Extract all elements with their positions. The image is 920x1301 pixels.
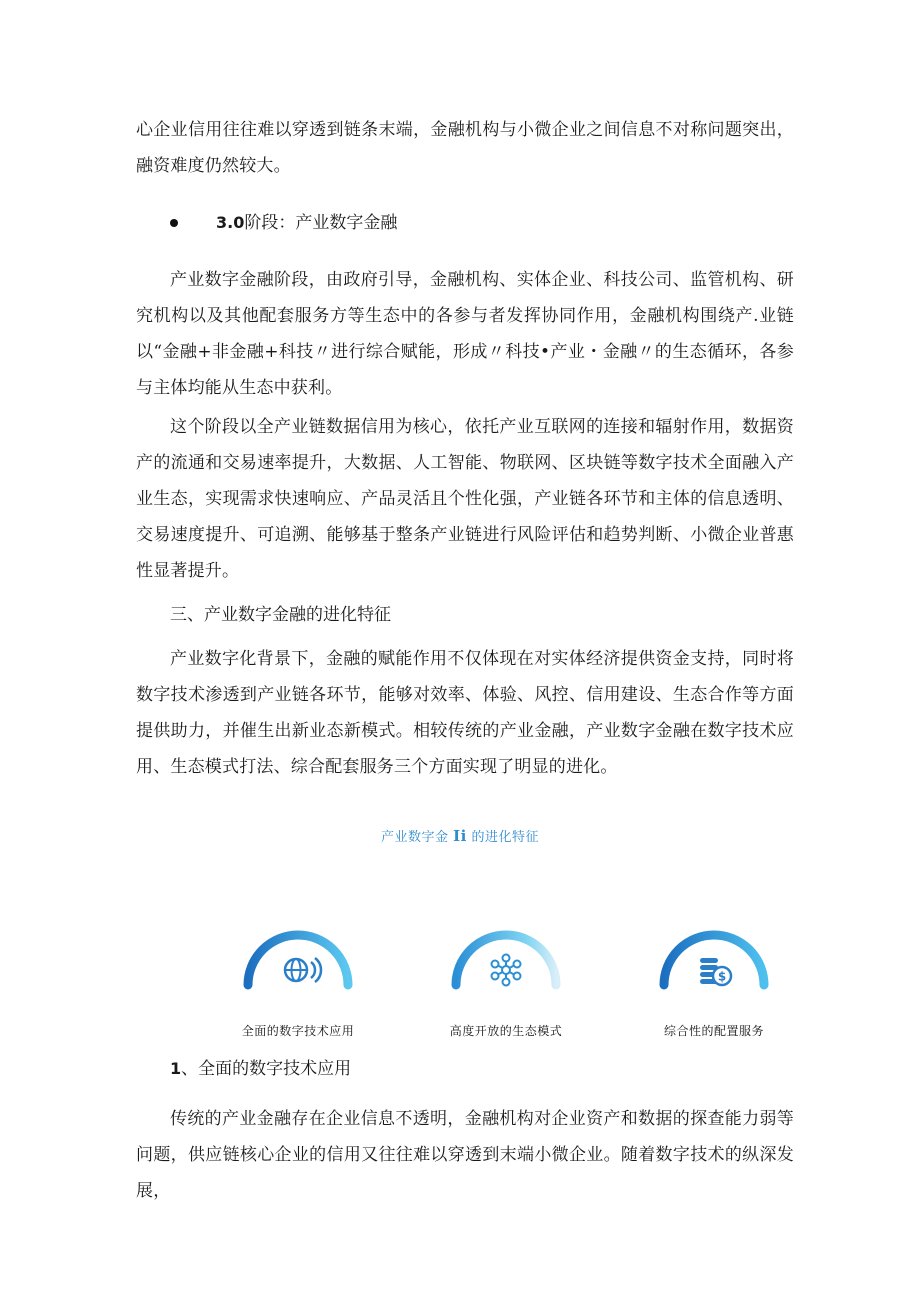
globe-signal-icon: [238, 920, 358, 990]
bullet-stage-text: 阶段：产业数字金融: [244, 213, 398, 233]
section-heading: 三、产业数字金融的进化特征: [170, 605, 391, 625]
arc-gauge: [238, 920, 358, 990]
feature-label: 高度开放的生态模式: [449, 1024, 563, 1038]
bullet-dot-icon: [170, 219, 178, 227]
paragraph-evolution: 产业数字化背景下，金融的赋能作用不仅体现在对实体经济提供资金支持，同时将数字技术渗透到产业链各环节，能够对效率、体验、风控、信用建设、生态合作等方面提供助力，并催生出新业态新模式。相较传统的产业金融，产业数字金融在数字技术应用、生态模式打法、综合配套服务三个方面实现了明显的进化。: [136, 649, 794, 777]
bullet-stage-3: [170, 208, 397, 238]
feature-label: 综合性的配置服务: [663, 1024, 764, 1038]
figure-title-part-b: 的进化特征: [471, 830, 540, 845]
paragraph-stage-core: 这个阶段以全产业链数据信用为核心，依托产业互联网的连接和辐射作用，数据资产的流通和交易速率提升，大数据、人工智能、物联网、区块链等数字技术全面融入产业生态，实现需求快速响应、产品灵活且个性化强，产业链各环节和主体的信息透明、交易速度提升、可追溯、能够基于整条产业链进行风险评估和趋势判断、小微企业普惠性显著提升。: [136, 417, 794, 581]
bullet-stage-number: 3.0: [216, 213, 245, 232]
paragraph-stage-description: 产业数字金融阶段，由政府引导，金融机构、实体企业、科技公司、监管机构、研究机构以及其他配套服务方等生态中的各参与者发挥协同作用，金融机构围绕产.业链以“金融+非金融+科技〃进行综合赋能，形成〃科技•产业・金融〃的生态循环，各参与主体均能从生态中获利。: [136, 270, 794, 398]
sub-heading-number: 1: [170, 1059, 182, 1078]
arc-gauge: [446, 920, 566, 990]
feature-digital-tech: [218, 920, 378, 1039]
svg-text:$: $: [717, 969, 727, 984]
figure-title: [0, 826, 920, 845]
feature-open-ecosystem: [426, 920, 586, 1039]
sub-heading-text: 、全面的数字技术应用: [181, 1059, 352, 1079]
figure-title-odd-glyph: Ii: [453, 827, 467, 845]
paragraph-intro-continued: 心企业信用往往难以穿透到链条末端，金融机构与小微企业之间信息不对称问题突出，融资难度仍然较大。: [136, 120, 794, 176]
feature-integrated-service: [634, 920, 794, 1039]
sub-heading-1: [170, 1053, 351, 1085]
coins-icon: [654, 920, 774, 990]
paragraph-digital-tech: 传统的产业金融存在企业信息不透明，金融机构对企业资产和数据的探查能力弱等问题，供应链核心企业的信用又往往难以穿透到末端小微企业。随着数字技术的纵深发展，: [136, 1109, 794, 1201]
arc-gauge: [654, 920, 774, 990]
feature-label: 全面的数字技术应用: [241, 1024, 355, 1038]
network-icon: [446, 920, 566, 990]
figure-title-part-a: 产业数字金: [380, 830, 449, 845]
